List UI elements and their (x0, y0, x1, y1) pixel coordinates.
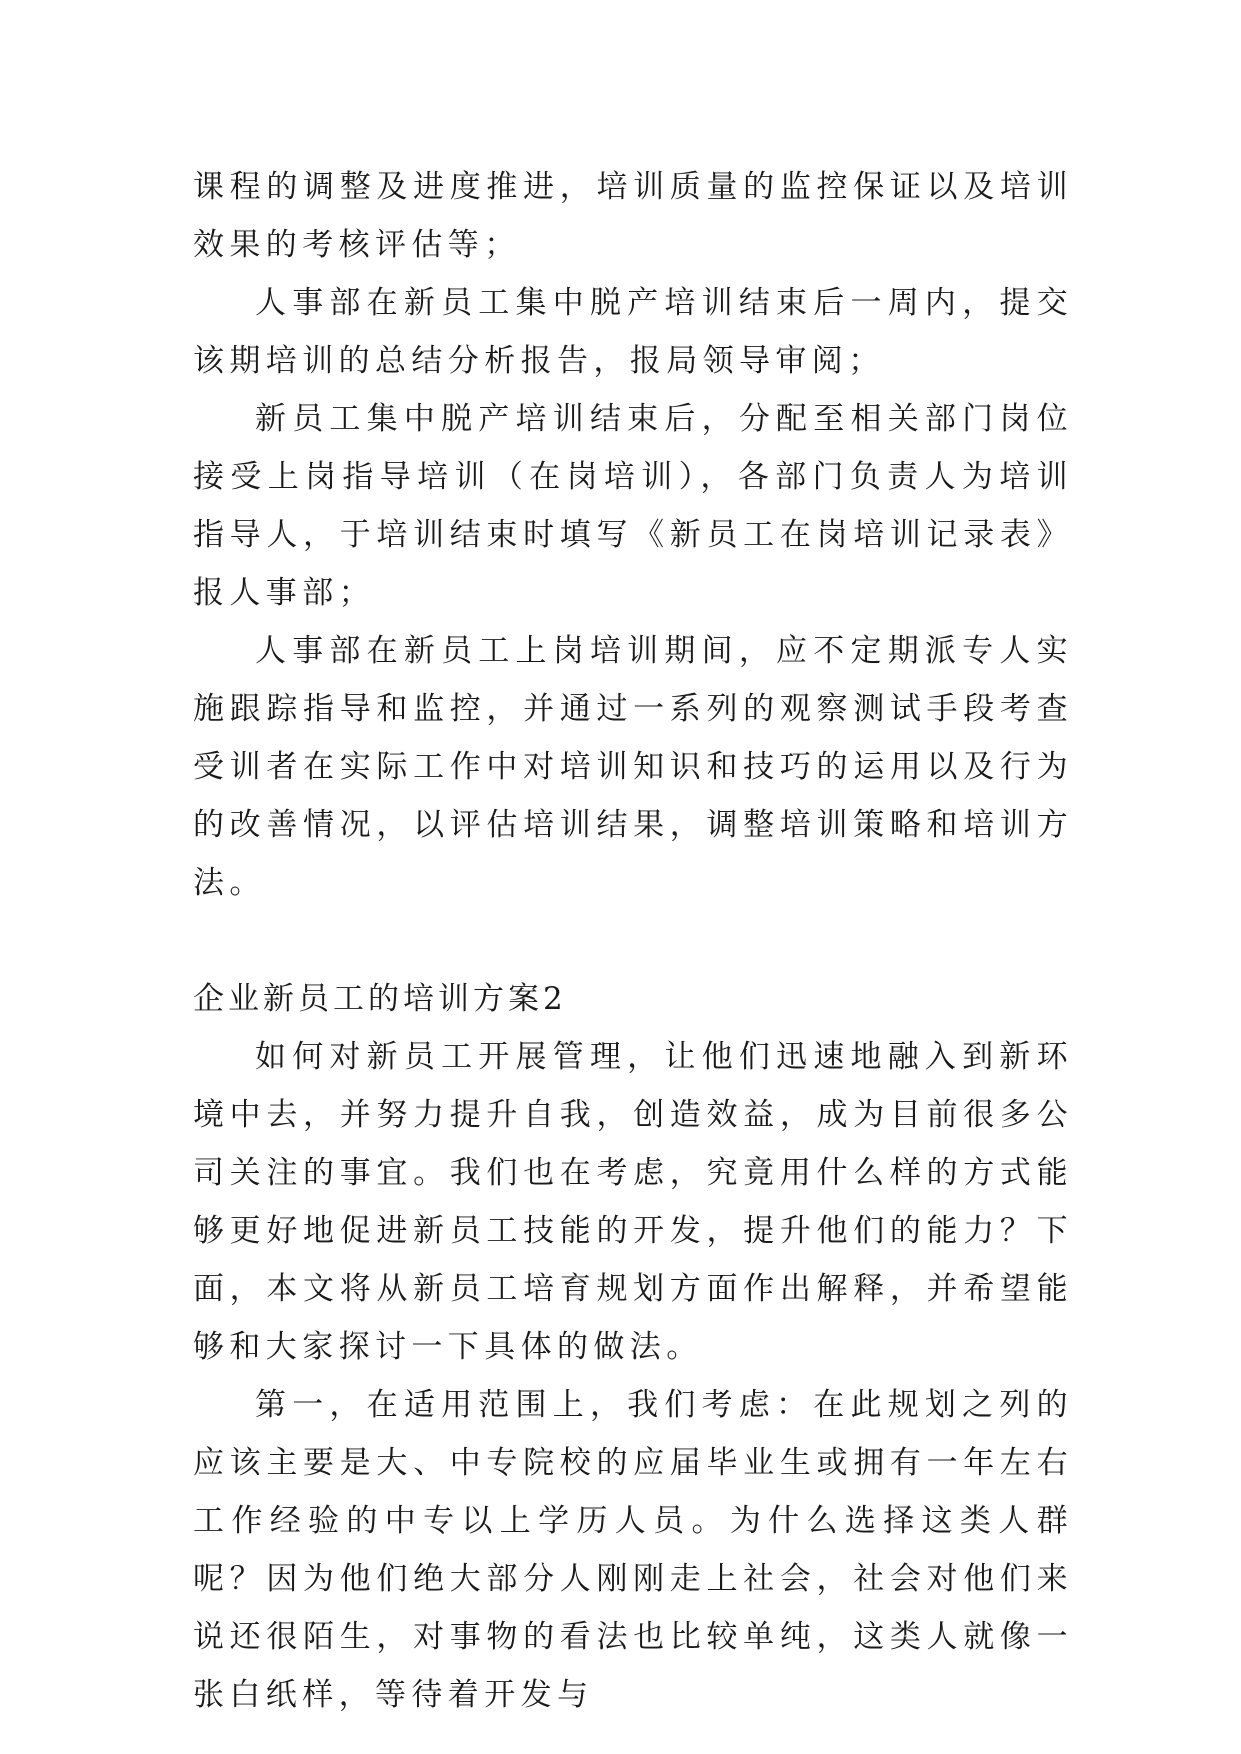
paragraph: 人事部在新员工集中脱产培训结束后一周内，提交该期培训的总结分析报告，报局领导审阅； (193, 285, 1073, 379)
paragraph: 第一，在适用范围上，我们考虑：在此规划之列的应该主要是大、中专院校的应届毕业生或拥有一年左右工作经验的中专以上学历人员。为什么选择这类人群呢？因为他们绝大部分人刚刚走上社会，社会对他们来说还很陌生，对事物的看法也比较单纯，这类人就像一张白纸样，等待着开发与 (193, 1387, 1073, 1713)
paragraph-continuation: 课程的调整及进度推进，培训质量的监控保证以及培训效果的考核评估等； (193, 169, 1073, 263)
document-body (193, 158, 1073, 1724)
paragraph: 如何对新员工开展管理，让他们迅速地融入到新环境中去，并努力提升自我，创造效益，成为目前很多公司关注的事宜。我们也在考虑，究竟用什么样的方式能够更好地促进新员工技能的开发，提升他们的能力？下面，本文将从新员工培育规划方面作出解释，并希望能够和大家探讨一下具体的做法。 (193, 1039, 1073, 1365)
paragraph: 人事部在新员工上岗培训期间，应不定期派专人实施跟踪指导和监控，并通过一系列的观察测试手段考查受训者在实际工作中对培训知识和技巧的运用以及行为的改善情况，以评估培训结果，调整培训策略和培训方法。 (193, 633, 1073, 901)
section-heading: 企业新员工的培训方案2 (193, 981, 567, 1017)
paragraph: 新员工集中脱产培训结束后，分配至相关部门岗位接受上岗指导培训（在岗培训），各部门负责人为培训指导人，于培训结束时填写《新员工在岗培训记录表》报人事部； (193, 401, 1073, 611)
